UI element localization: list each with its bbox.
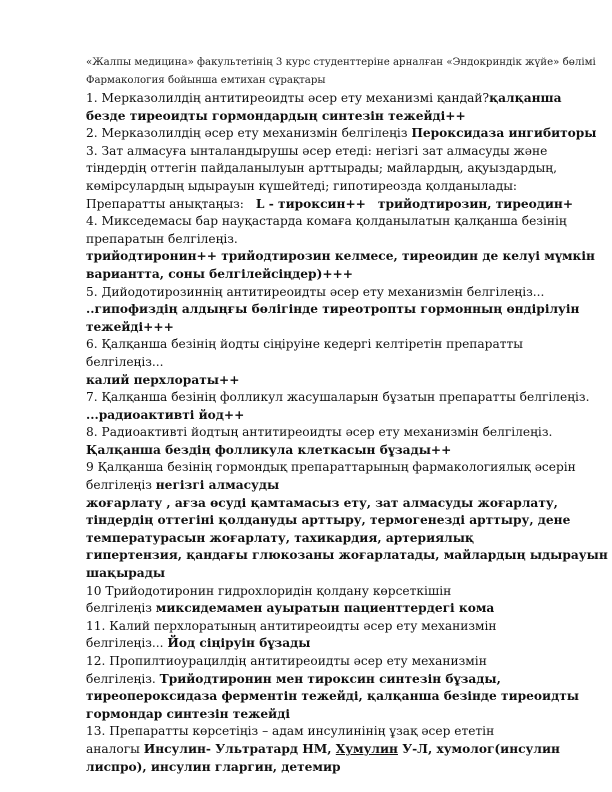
question-prompt: белгілеңіз: [86, 601, 156, 616]
question-text: көмірсулардың ыдырауын күшейтеді; гипотиреозда қолданылады:: [86, 178, 518, 193]
question-text: препаратын белгілеңіз.: [86, 231, 238, 246]
answer-text: вариантта, соны белгілейсіңдер)+++: [86, 266, 353, 281]
question-text: 9 Қалқанша безінің гормондық препараттарының фармакологиялық әсерін: [86, 460, 576, 475]
answer-text: трийодтирозин, тиреодин+: [377, 196, 574, 211]
question-text: [86, 635, 572, 653]
question-7: [86, 389, 590, 424]
question-3: [86, 143, 572, 213]
question-prompt: белгілеңіз: [86, 478, 156, 493]
answer-text: Инсулин- Ультратард НМ,: [143, 741, 336, 756]
answer-text: Трийодтиронин мен тироксин синтезін бұзады,: [159, 671, 501, 686]
question-prompt: 2. Мерказолилдің әсер ету механизмін белгілеңіз: [86, 126, 412, 141]
question-4: [86, 213, 595, 283]
header-line-1: «Жалпы медицина» факультетінің 3 курс студенттеріне арналған «Эндокриндік жүйе» бөлімі: [86, 57, 596, 68]
question-text: тіндердің оттегін пайдаланылуын арттырады; майлардың, ақуыздардың,: [86, 161, 557, 176]
question-text: [86, 90, 572, 108]
question-text: 10 Трийодотиронин гидрохлоридін қолдану көрсеткішін: [86, 583, 452, 598]
question-1: [86, 90, 572, 125]
answer-text: негізгі алмасуды: [155, 478, 280, 493]
answer-text: ...радиоактивті йод++: [86, 407, 245, 422]
question-10: [86, 583, 572, 618]
question-text: [86, 196, 572, 214]
answer-text: Пероксидаза ингибиторы: [411, 126, 597, 141]
answer-text: қалқанша: [489, 91, 562, 105]
question-text: 3. Зат алмасуға ынталандырушы әсер етеді: негізгі зат алмасуды және: [86, 143, 548, 158]
question-text: 5. Дийодотирозиннің антитиреоидты әсер ету механизмін белгілеңіз...: [86, 284, 545, 299]
answer-text: Қалқанша бездің фолликула клеткасын бұзады++: [86, 442, 452, 457]
question-6: [86, 336, 572, 389]
question-text: 4. Микседемасы бар науқастарда комаға қолданылатын қалқанша безінің: [86, 214, 567, 229]
question-text: 7. Қалқанша безінің фолликул жасушаларын бұзатын препаратты белгілеңіз.: [86, 390, 590, 405]
question-text: [86, 671, 572, 689]
question-text: 6. Қалқанша безінің йодты сіңіруіне кедергі келтіретін препаратты: [86, 337, 523, 352]
answer-text: безде тиреоидты гормондардың синтезін тежейді++: [86, 108, 466, 123]
answer-text: жоғарлату , ағза өсуді қамтамасыз ету, зат алмасуды жоғарлату,: [86, 495, 558, 510]
answer-text: трийодтиронин++ трийодтирозин келмесе, тиреоидин де келуі мүмкін: [86, 249, 595, 264]
question-12: [86, 653, 579, 723]
answer-text: гормондар синтезін тежейді: [86, 706, 290, 721]
answer-text: тежейді+++: [86, 319, 174, 334]
question-prompt: белгілеңіз...: [86, 636, 168, 651]
answer-text: тіндердің оттегіні қолдануды арттыру, термогенезді арттыру, дене: [86, 513, 571, 528]
question-text: 12. Пропилтиоурацилдің антитиреоидты әсер ету механизмін: [86, 654, 487, 668]
question-11: [86, 618, 572, 653]
question-8: [86, 424, 572, 459]
answer-text: ..гипофиздің алдыңғы бөлігінде тиреотропты гормонның өндірілуін: [86, 302, 580, 317]
answer-text: гипертензия, қандағы глюкозаны жоғарлатады, майлардың ыдырауын: [86, 548, 608, 563]
question-text: [86, 741, 572, 759]
answer-text: У-Л, хумолог(инсулин: [397, 741, 560, 756]
answer-text: тиреопероксидаза ферментін тежейді, қалқанша безінде тиреоидты: [86, 689, 579, 704]
question-9: [86, 459, 608, 582]
answer-text: L - тироксин++: [255, 196, 366, 211]
question-prompt: аналогы: [86, 741, 144, 756]
question-prompt: белгілеңіз.: [86, 671, 160, 686]
question-text: 11. Калий перхлоратының антитиреоидты әсер ету механизмін: [86, 618, 497, 633]
answer-text: калий перхлораты++: [86, 372, 240, 387]
question-2: [86, 125, 597, 143]
question-text: белгілеңіз...: [86, 354, 164, 369]
answer-underlined-text: Хумулин: [335, 741, 398, 756]
answer-text: температурасын жоғарлату, тахикардия, артериялық: [86, 530, 475, 545]
question-text: [86, 600, 572, 618]
question-text: 13. Препаратты көрсетіңіз – адам инсулинінің ұзақ әсер ететін: [86, 724, 495, 739]
question-text: [86, 477, 572, 495]
question-text: 8. Радиоактивті йодтың антитиреоидты әсер ету механизмін белгілеңіз.: [86, 425, 553, 440]
question-5: [86, 284, 580, 337]
question-text: [86, 125, 597, 143]
answer-text: миксидемамен ауыратын пациенттердегі кома: [155, 601, 495, 616]
answer-text: шақырады: [86, 566, 166, 581]
question-prompt: Препаратты анықтаңыз:: [86, 196, 244, 211]
answer-text: Йод сіңіруін бұзады: [167, 636, 311, 651]
question-prompt: 1. Мерказолилдің антитиреоидты әсер ету механизмі қандай?: [86, 91, 490, 105]
answer-text: лиспро), инсулин гларгин, детемир: [86, 759, 341, 774]
header-line-2: Фармакология бойынша емтихан сұрақтары: [86, 75, 326, 86]
document-content: [86, 54, 608, 776]
question-13: [86, 723, 572, 776]
